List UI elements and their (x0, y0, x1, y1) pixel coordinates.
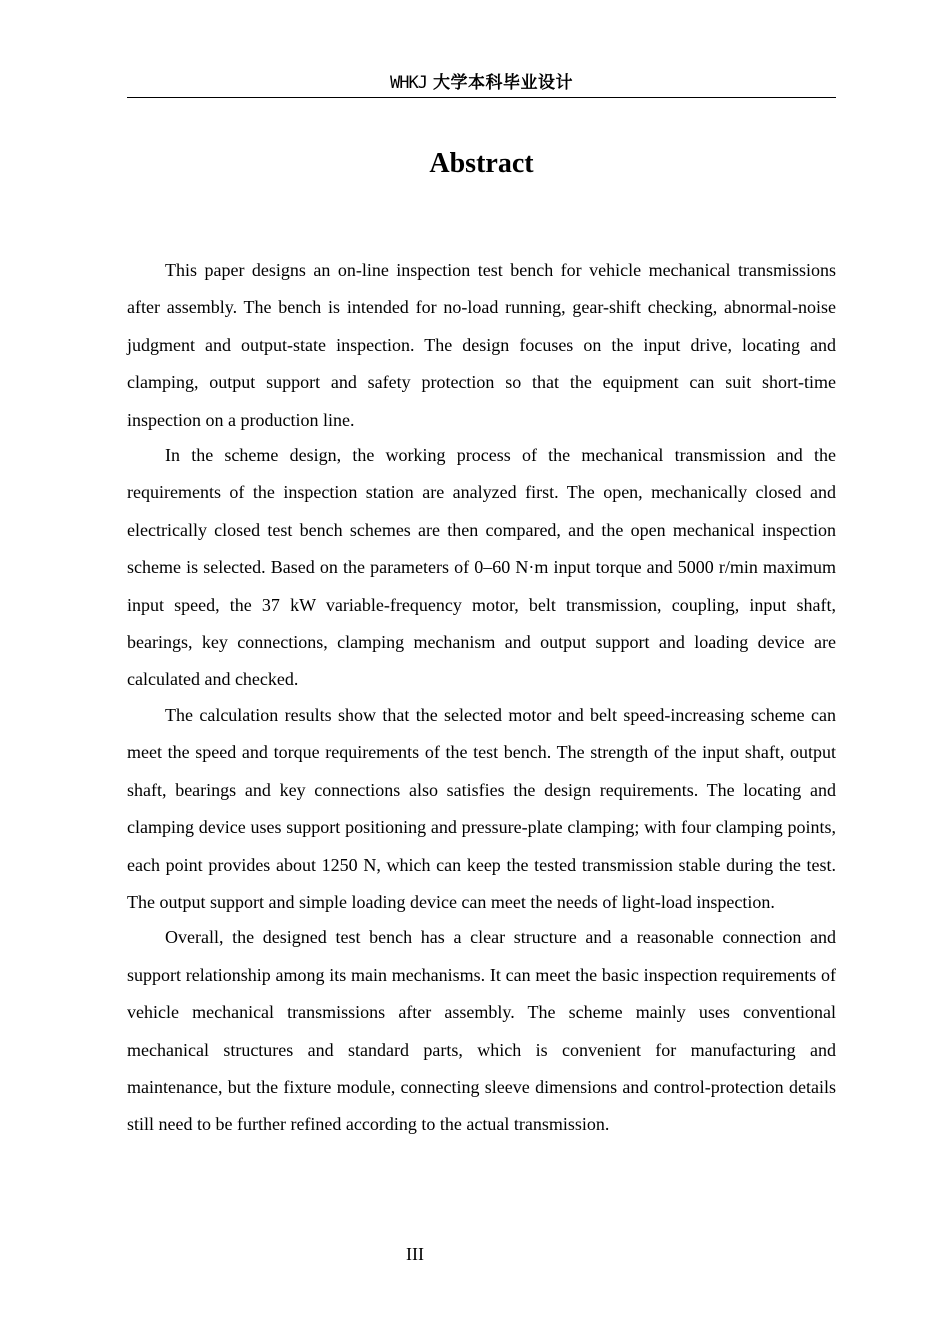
header-school-code: WHKJ (390, 73, 427, 93)
abstract-body (127, 252, 836, 1144)
abstract-paragraph-4: Overall, the designed test bench has a clear structure and a reasonable connection and support relationship among its main mechanisms. It can meet the basic inspection requirements of vehicle mechanical transmissions after assembly. The scheme mainly uses conventional mechanical structures and standard parts, which is convenient for manufacturing and maintenance, but the fixture module, connecting sleeve dimensions and control-protection details still need to be further refined according to the actual transmission. (127, 927, 836, 1135)
page-title: Abstract (429, 148, 534, 179)
header-document-type: 大学本科毕业设计 (432, 73, 573, 93)
abstract-paragraph-2: In the scheme design, the working process of the mechanical transmission and the requirements of the inspection station are analyzed first. The open, mechanically closed and electrically closed test bench schemes are then compared, and the open mechanical inspection scheme is selected. Based on the parameters of 0–60 N·m input torque and 5000 r/min maximum input speed, the 37 kW variable-frequency motor, belt transmission, coupling, input shaft, bearings, key connections, clamping mechanism and output support and loading device are calculated and checked. (127, 445, 836, 690)
running-header (127, 70, 836, 95)
header-rule (127, 97, 836, 98)
abstract-paragraph-3: The calculation results show that the selected motor and belt speed-increasing scheme can meet the speed and torque requirements of the test bench. The strength of the input shaft, output shaft, bearings and key connections also satisfies the design requirements. The locating and clamping device uses support positioning and pressure-plate clamping; with four clamping points, each point provides about 1250 N, which can keep the tested transmission stable during the test. The output support and simple loading device can meet the needs of light-load inspection. (127, 704, 836, 912)
abstract-paragraph-1: This paper designs an on-line inspection test bench for vehicle mechanical transmissions after assembly. The bench is intended for no-load running, gear-shift checking, abnormal-noise judgment and output-state inspection. The design focuses on the input drive, locating and clamping, output support and safety protection so that the equipment can suit short-time inspection on a production line. (127, 260, 836, 430)
page-number: III (406, 1244, 424, 1264)
